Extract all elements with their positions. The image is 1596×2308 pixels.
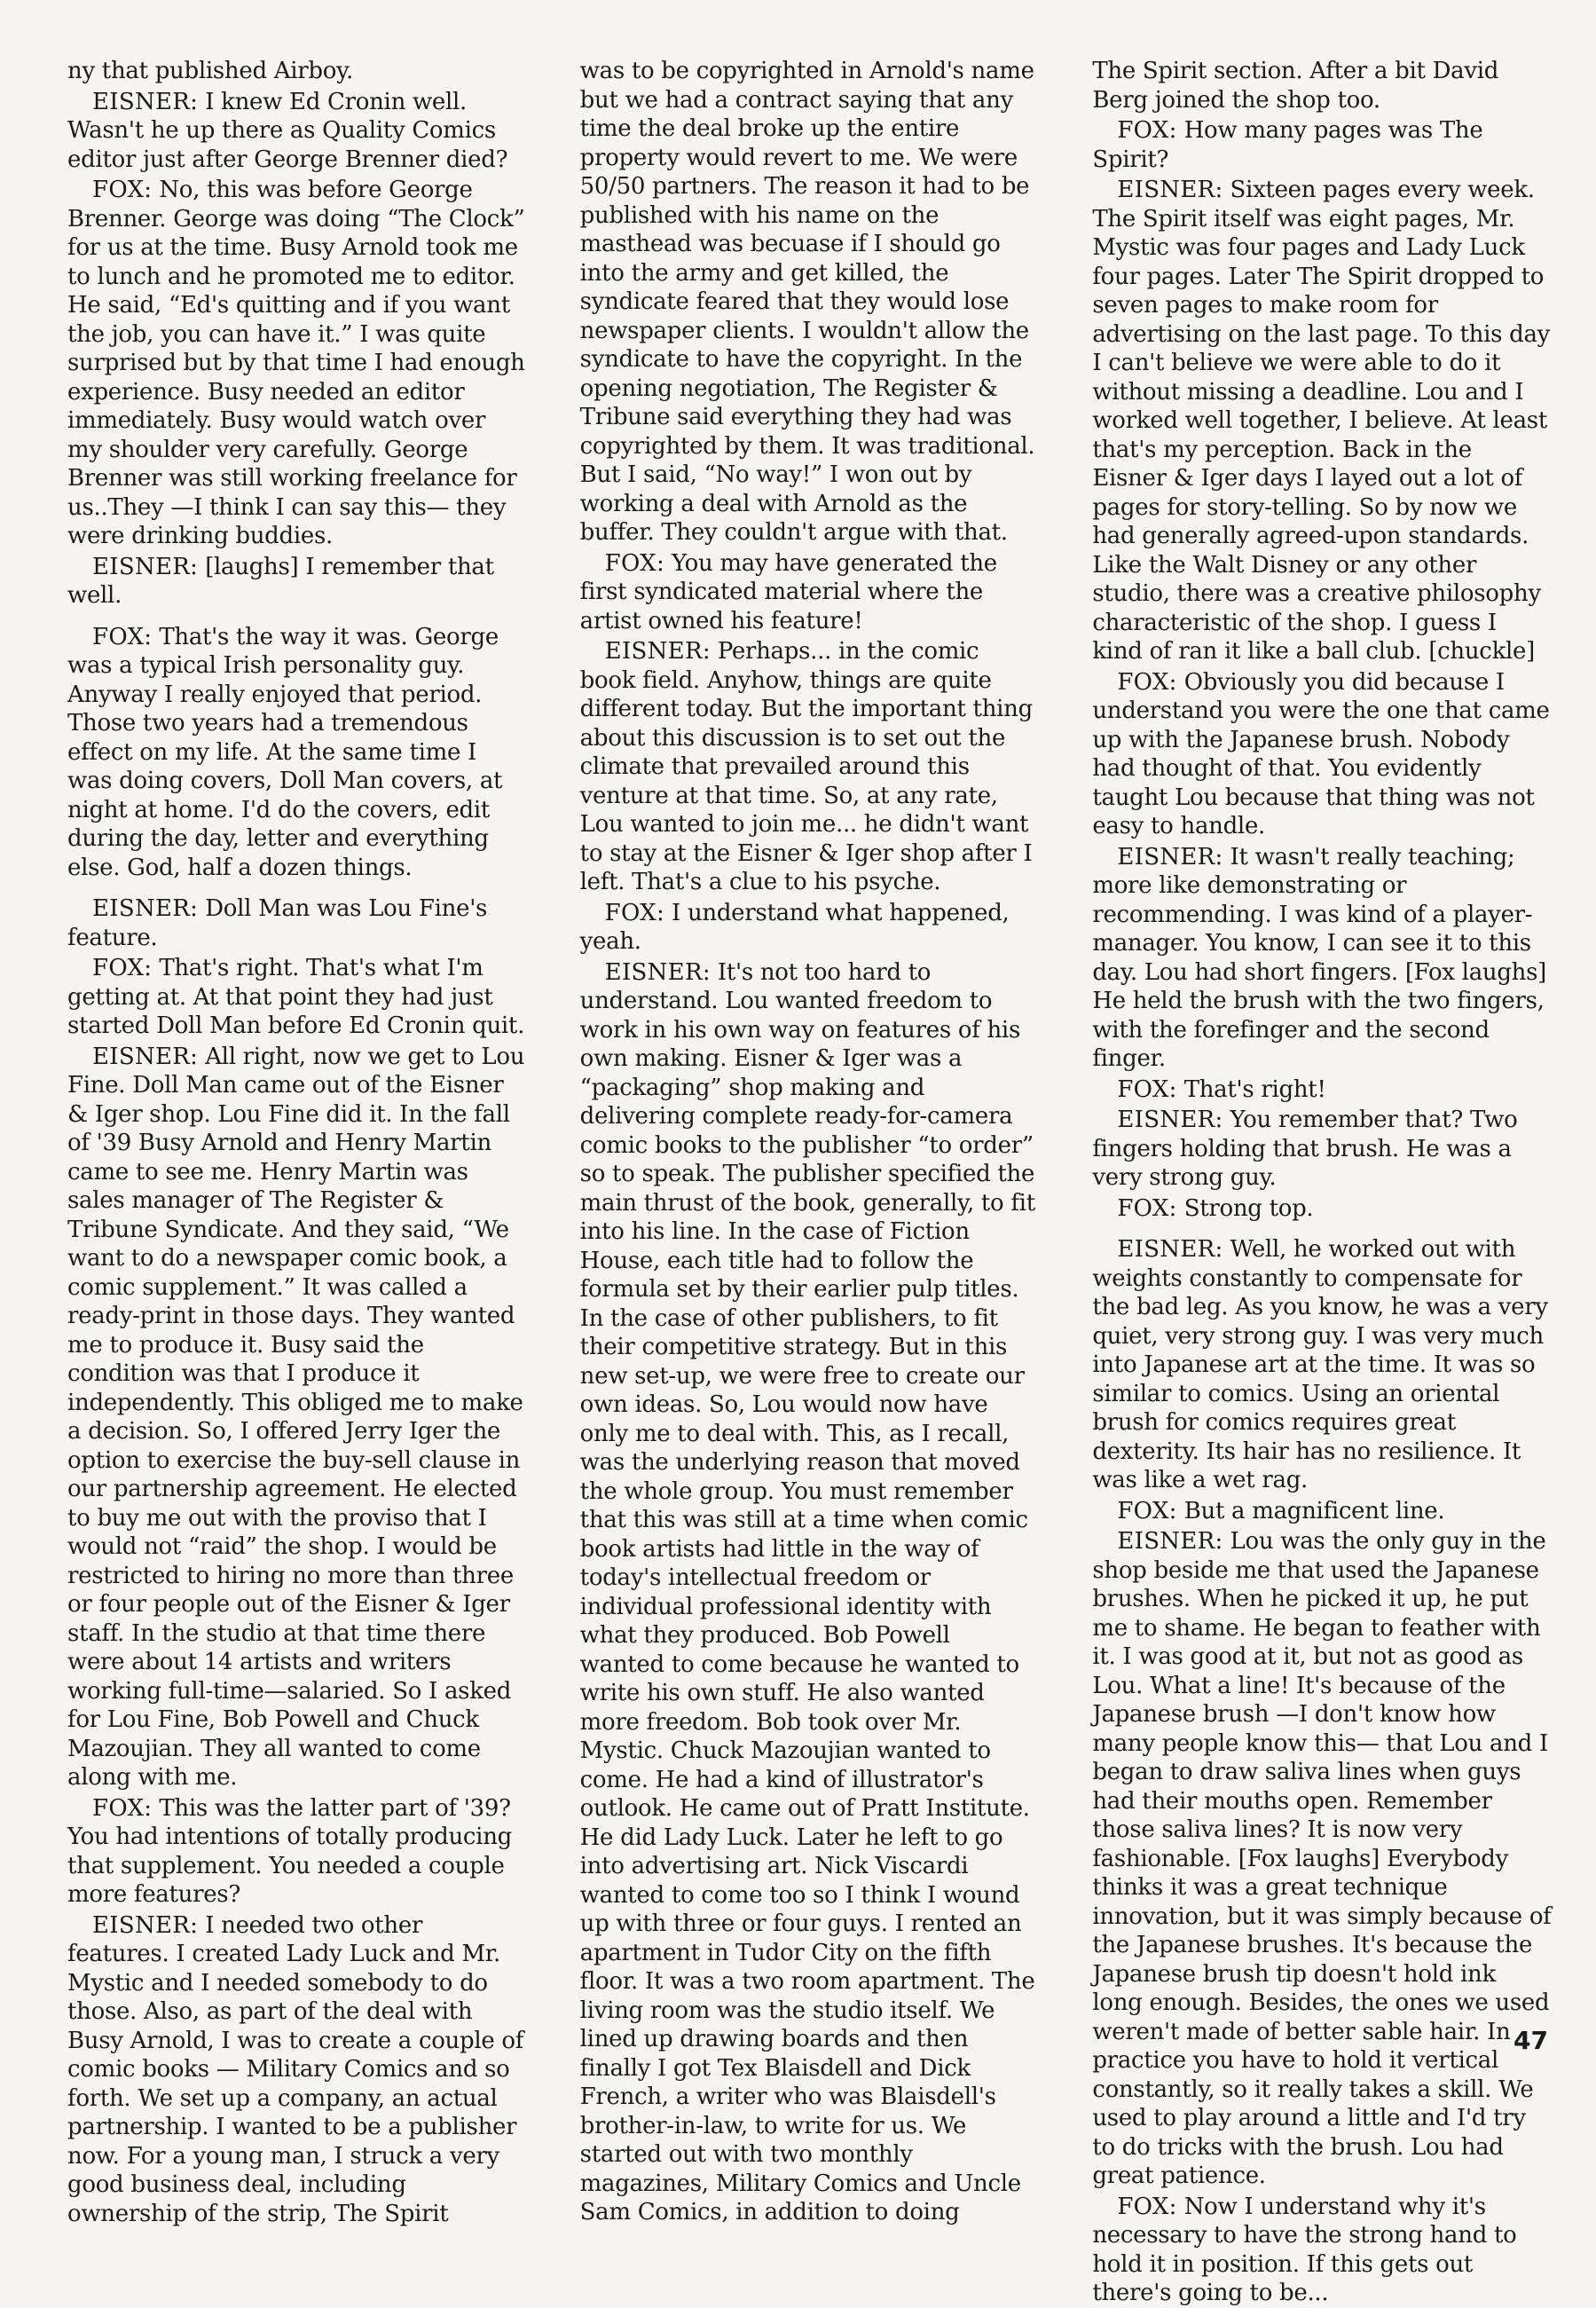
- speaker-label: FOX:: [1117, 1194, 1177, 1222]
- paragraph-text: Sixteen pages every week. The Spirit itself was eight pages, Mr. Mystic was four pages and Lady Luck four pages. Later The Spirit dropped to seven pages to make room for advertising on the last page. To this day I can't believe we were able to do it without missing a deadline. Lou and I worked well together, I believe. At least that's my perception. Back in the Eisner & Iger days I layed out a lot of pages for story-telling. So by now we had generally agreed-upon standards. Like the Walt Disney or any other studio, there was a creative philosophy characteristic of the shop. I guess I kind of ran it like a ball club. [chuckle]: [1092, 177, 1551, 665]
- column-middle: [579, 57, 1040, 2225]
- paragraph-text: No, this was before George Brenner. George was doing “The Clock” for us at the time. Busy Arnold took me to lunch and he promoted me to editor. He said, “Ed's quitting and if you want the job, you can have it.” I was quite surprised but by that time I had enough experience. Busy needed an editor immediately. Busy would watch over my shoulder very carefully. George Brenner was still working freelance for us..They —I think I can say this— they were drinking buddies.: [67, 177, 525, 549]
- speaker-label: FOX:: [92, 177, 153, 203]
- paragraph-text: [laughs] I remember that well.: [67, 553, 494, 609]
- paragraph: [580, 958, 1040, 2227]
- paragraph-text: Perhaps... in the comic book field. Anyhow, things are quite different today. But the important thing about this discussion is to set out the climate that prevailed around this venture at that time. So, at any rate, Lou wanted to join me... he didn't want to stay at the Eisner & Iger shop after I left. That's a clue to his psyche.: [579, 638, 1033, 895]
- paragraph: [1092, 1235, 1552, 1495]
- paragraph-text: was to be copyrighted in Arnold's name but we had a contract saying that any time the deal broke up the entire property would revert to me. We were 50/50 partners. The reason it had to be published with his name on the masthead was becuase if I should go into the army and get killed, the syndicate feared that they would lose newspaper clients. I wouldn't allow the syndicate to have the copyright. In the opening negotiation, The Register & Tribune said everything they had was copyrighted by them. It was traditional. But I said, “No way!” I won out by working a deal with Arnold as the buffer. They couldn't argue with that.: [579, 58, 1035, 546]
- paragraph-text: The Spirit section. After a bit David Berg joined the shop too.: [1092, 58, 1499, 114]
- paragraph-text: That's the way it was. George was a typical Irish personality guy. Anyway I really enjoyed that period. Those two years had a tremendous effect on my life. At the same time I was doing covers, Doll Man covers, at night at home. I'd do the covers, edit during the day, letter and everything else. God, half a dozen things.: [67, 623, 503, 881]
- paragraph: [67, 623, 527, 883]
- paragraph-text: All right, now we get to Lou Fine. Doll Man came out of the Eisner & Iger shop. Lou Fine did it. In the fall of '39 Busy Arnold and Henry Martin came to see me. Henry Martin was sales manager of The Register & Tribune Syndicate. And they said, “We want to do a newspaper comic book, a comic supplement.” It was called a ready-print in those days. They wanted me to produce it. Busy said the condition was that I produce it independently. This obliged me to make a decision. So, I offered Jerry Iger the option to exercise the buy-sell clause in our partnership agreement. He elected to buy me out with the proviso that I would not “raid” the shop. I would be restricted to hiring no more than three or four people out of the Eisner & Iger staff. In the studio at that time there were about 14 artists and writers working full-time—salaried. So I asked for Lou Fine, Bob Powell and Chuck Mazoujian. They all wanted to come along with me.: [67, 1043, 525, 1791]
- speaker-label: FOX:: [92, 1794, 153, 1822]
- paragraph-text: It's not too hard to understand. Lou wanted freedom to work in his own way on features of his own making. Eisner & Iger was a “packaging” shop making and delivering complete ready-for-camera comic books to the publisher “to order” so to speak. The publisher specified the main thrust of the book, generally, to fit into his line. In the case of Fiction House, each title had to follow the formula set by their earlier pulp titles. In the case of other publishers, to fit their competitive strategy. But in this new set-up, we were free to create our own ideas. So, Lou would now have only me to deal with. This, as I recall, was the underlying reason that moved the whole group. You must remember that this was still at a time when comic book artists had little in the way of today's intellectual freedom or individual professional identity with what they produced. Bob Powell wanted to come because he wanted to write his own stuff. He also wanted more freedom. Bob took over Mr. Mystic. Chuck Mazoujian wanted to come. He had a kind of illustrator's outlook. He came out of Pratt Institute. He did Lady Luck. Later he left to go into advertising art. Nick Viscardi wanted to come too so I think I wound up with three or four guys. I rented an apartment in Tudor City on the fifth floor. It was a two room apartment. The living room was the studio itself. We lined up drawing boards and then finally I got Tex Blaisdell and Dick French, a writer who was Blaisdell's brother-in-law, to write for us. We started out with two monthly magazines, Military Comics and Uncle Sam Comics, in addition to doing: [579, 958, 1035, 2225]
- paragraph: [67, 1043, 527, 1792]
- paragraph-text: Doll Man was Lou Fine's feature.: [67, 895, 488, 951]
- paragraph: [67, 1911, 527, 2229]
- paragraph: [1092, 57, 1552, 114]
- page-number: 47: [1513, 2026, 1548, 2055]
- speaker-label: FOX:: [1117, 1075, 1177, 1103]
- paragraph-text: ny that published Airboy.: [67, 58, 353, 84]
- speaker-label: EISNER:: [92, 895, 199, 922]
- speaker-label: EISNER:: [1117, 843, 1223, 870]
- paragraph: [67, 553, 527, 610]
- paragraph-text: But a magnificent line.: [1183, 1497, 1445, 1524]
- paragraph: [1092, 843, 1552, 1074]
- paragraph: [1092, 176, 1552, 666]
- speaker-label: EISNER:: [92, 88, 199, 115]
- paragraph-text: How many pages was The Spirit?: [1092, 117, 1483, 173]
- speaker-label: FOX:: [92, 955, 153, 981]
- speaker-label: FOX:: [1117, 117, 1177, 144]
- speaker-label: FOX:: [92, 623, 153, 650]
- speaker-label: EISNER:: [92, 553, 199, 580]
- speaker-label: FOX:: [604, 899, 665, 926]
- paragraph: [67, 176, 527, 551]
- paragraph-text: It wasn't really teaching; more like demonstrating or recommending. I was kind of a player-manager. You know, I can see it to this day. Lou had short fingers. [Fox laughs] He held the brush with the two fingers, with the forefinger and the second finger.: [1092, 843, 1547, 1072]
- paragraph-text: I understand what happened, yeah.: [579, 899, 1010, 955]
- paragraph: [1092, 668, 1552, 841]
- paragraph: [67, 954, 527, 1041]
- speaker-label: EISNER:: [92, 1911, 199, 1939]
- speaker-label: EISNER:: [92, 1043, 199, 1070]
- paragraph-text: You remember that? Two fingers holding that brush. He was a very strong guy.: [1092, 1107, 1518, 1191]
- speaker-label: FOX:: [1117, 1497, 1177, 1524]
- speaker-label: EISNER:: [1117, 1107, 1223, 1133]
- paragraph-text: Now I understand why it's necessary to have the strong hand to hold it in position. If this gets out there's going to be...: [1092, 2193, 1517, 2306]
- paragraph-text: Lou was the only guy in the shop beside me that used the Japanese brushes. When he picked it up, he put me to shame. He began to feather with it. I was good at it, but not as good as Lou. What a line! It's because of the Japanese brush —I don't know how many people know this— that Lou and I began to draw saliva lines when guys had their mouths open. Remember those saliva lines? It is now very fashionable. [Fox laughs] Everybody thinks it was a great technique innovation, but it was simply because of the Japanese brushes. It's because the Japanese brush tip doesn't hold ink long enough. Besides, the ones we used weren't made of better sable hair. In practice you have to hold it vertical constantly, so it really takes a skill. We used to play around a little and I'd try to do tricks with the brush. Lou had great patience.: [1092, 1528, 1552, 2189]
- column-right: [1092, 57, 1552, 2306]
- speaker-label: EISNER:: [1117, 177, 1223, 203]
- paragraph: [1092, 1194, 1552, 1224]
- paragraph-text: Strong top.: [1183, 1194, 1314, 1222]
- paragraph-text: That's right. That's what I'm getting at. At that point they had just started Doll Man before Ed Cronin quit.: [67, 955, 525, 1039]
- paragraph: [67, 57, 527, 86]
- paragraph-text: You may have generated the first syndicated material where the artist owned his feature!: [579, 549, 997, 634]
- paragraph-text: That's right!: [1183, 1075, 1326, 1103]
- paragraph-text: Well, he worked out with weights constantly to compensate for the bad leg. As you know, he was a very quiet, very strong guy. I was very much into Japanese art at the time. It was so similar to comics. Using an oriental brush for comics requires great dexterity. Its hair has no resilience. It was like a wet rag.: [1092, 1236, 1548, 1493]
- speaker-label: FOX:: [604, 549, 665, 577]
- paragraph: [1092, 1075, 1552, 1105]
- paragraph-text: Obviously you did because I understand you were the one that came up with the Japanese brush. Nobody had thought of that. You evidently taught Lou because that thing was not easy to handle.: [1092, 668, 1550, 839]
- speaker-label: EISNER:: [604, 958, 711, 986]
- paragraph: [1092, 1106, 1552, 1193]
- paragraph: [1092, 1497, 1552, 1526]
- speaker-label: EISNER:: [1117, 1528, 1223, 1555]
- paragraph-text: This was the latter part of '39? You had intentions of totally producing that supplement. You needed a couple more features?: [67, 1794, 512, 1908]
- paragraph: [580, 637, 1040, 897]
- paragraph: [67, 88, 527, 175]
- paragraph: [580, 549, 1040, 636]
- paragraph: [580, 57, 1040, 547]
- paragraph: [580, 899, 1040, 957]
- speaker-label: EISNER:: [604, 638, 711, 665]
- speaker-label: FOX:: [1117, 668, 1177, 696]
- speaker-label: FOX:: [1117, 2193, 1177, 2220]
- paragraph: [1092, 116, 1552, 174]
- column-left: [67, 57, 527, 2227]
- paragraph: [67, 1794, 527, 1910]
- speaker-label: EISNER:: [1117, 1236, 1223, 1263]
- text-columns: [67, 57, 1552, 2306]
- paragraph-text: I knew Ed Cronin well. Wasn't he up there as Quality Comics editor just after George Brenner died?: [67, 88, 508, 173]
- paragraph-text: I needed two other features. I created Lady Luck and Mr. Mystic and I needed somebody to do those. Also, as part of the deal with Busy Arnold, I was to create a couple of comic books — Military Comics and so forth. We set up a company, an actual partnership. I wanted to be a publisher now. For a young man, I struck a very good business deal, including ownership of the strip, The Spirit: [67, 1911, 524, 2227]
- paragraph: [1092, 1527, 1552, 2191]
- paragraph: [67, 894, 527, 952]
- paragraph: [1092, 2193, 1552, 2308]
